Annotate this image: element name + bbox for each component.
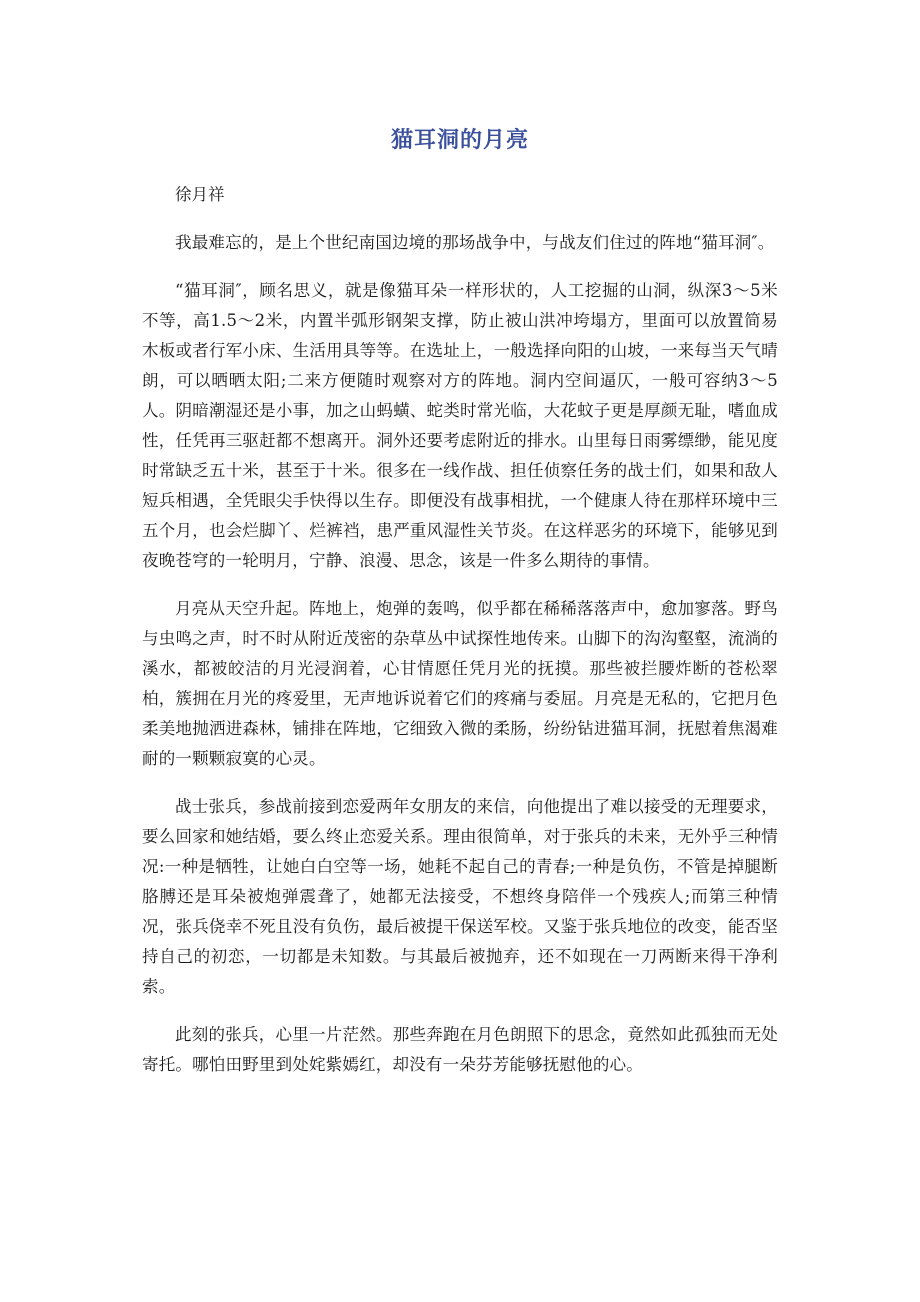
document-title: 猫耳洞的月亮 xyxy=(390,128,529,153)
author-line: 徐月祥 xyxy=(175,185,225,204)
paragraph-4: 战士张兵，参战前接到恋爱两年女朋友的来信，向他提出了难以接受的无理要求，要么回家和她结婚，要么终止恋爱关系。理由很简单，对于张兵的未来，无外乎三种情况:一种是牺牲，让她白白空等一场，她耗不起自己的青春;一种是负伤，不管是掉腿断胳膊还是耳朵被炮弹震聋了，她都无法接受，不想终身陪伴一个残疾人;而第三种情况，张兵侥幸不死且没有负伤，最后被提干保送军校。又鉴于张兵地位的改变，能否坚持自己的初恋，一切都是未知数。与其最后被抛弃，还不如现在一刀两断来得干净利索。 xyxy=(142,797,778,996)
paragraph-2: “猫耳洞″，顾名思义，就是像猫耳朵一样形状的，人工挖掘的山洞，纵深3～5米不等，高1.5～2米，内置半弧形钢架支撑，防止被山洪冲垮塌方，里面可以放置简易木板或者行军小床、生活用具等等。在选址上，一般选择向阳的山坡，一来每当天气晴朗，可以晒晒太阳;二来方便随时观察对方的阵地。洞内空间逼仄，一般可容纳3～5人。阴暗潮湿还是小事，加之山蚂蟥、蛇类时常光临，大花蚊子更是厚颜无耻，嗜血成性，任凭再三驱赶都不想离开。洞外还要考虑附近的排水。山里每日雨雾缥缈，能见度时常缺乏五十米，甚至于十米。很多在一线作战、担任侦察任务的战士们，如果和敌人短兵相遇，全凭眼尖手快得以生存。即便没有战事相扰，一个健康人待在那样环境中三五个月，也会烂脚丫、烂裤裆，患严重风湿性关节炎。在这样恶劣的环境下，能够见到夜晚苍穹的一轮明月，宁静、浪漫、思念，该是一件多么期待的事情。 xyxy=(142,281,778,570)
document-body xyxy=(142,180,778,1098)
paragraph-1: 我最难忘的，是上个世纪南国边境的那场战争中，与战友们住过的阵地“猫耳洞″。 xyxy=(175,233,775,252)
paragraph-5: 此刻的张兵，心里一片茫然。那些奔跑在月色朗照下的思念，竟然如此孤独而无处寄托。哪怕田野里到处姹紫嫣红，却没有一朵芬芳能够抚慰他的心。 xyxy=(142,1025,778,1074)
paragraph-3: 月亮从天空升起。阵地上，炮弹的轰鸣，似乎都在稀稀落落声中，愈加寥落。野鸟与虫鸣之声，时不时从附近茂密的杂草丛中试探性地传来。山脚下的沟沟壑壑，流淌的溪水，都被皎洁的月光浸润着，心甘情愿任凭月光的抚摸。那些被拦腰炸断的苍松翠柏，簇拥在月光的疼爱里，无声地诉说着它们的疼痛与委屈。月亮是无私的，它把月色柔美地抛洒进森林，铺排在阵地，它细致入微的柔肠，纷纷钻进猫耳洞，抚慰着焦渴难耐的一颗颗寂寞的心灵。 xyxy=(142,599,778,768)
